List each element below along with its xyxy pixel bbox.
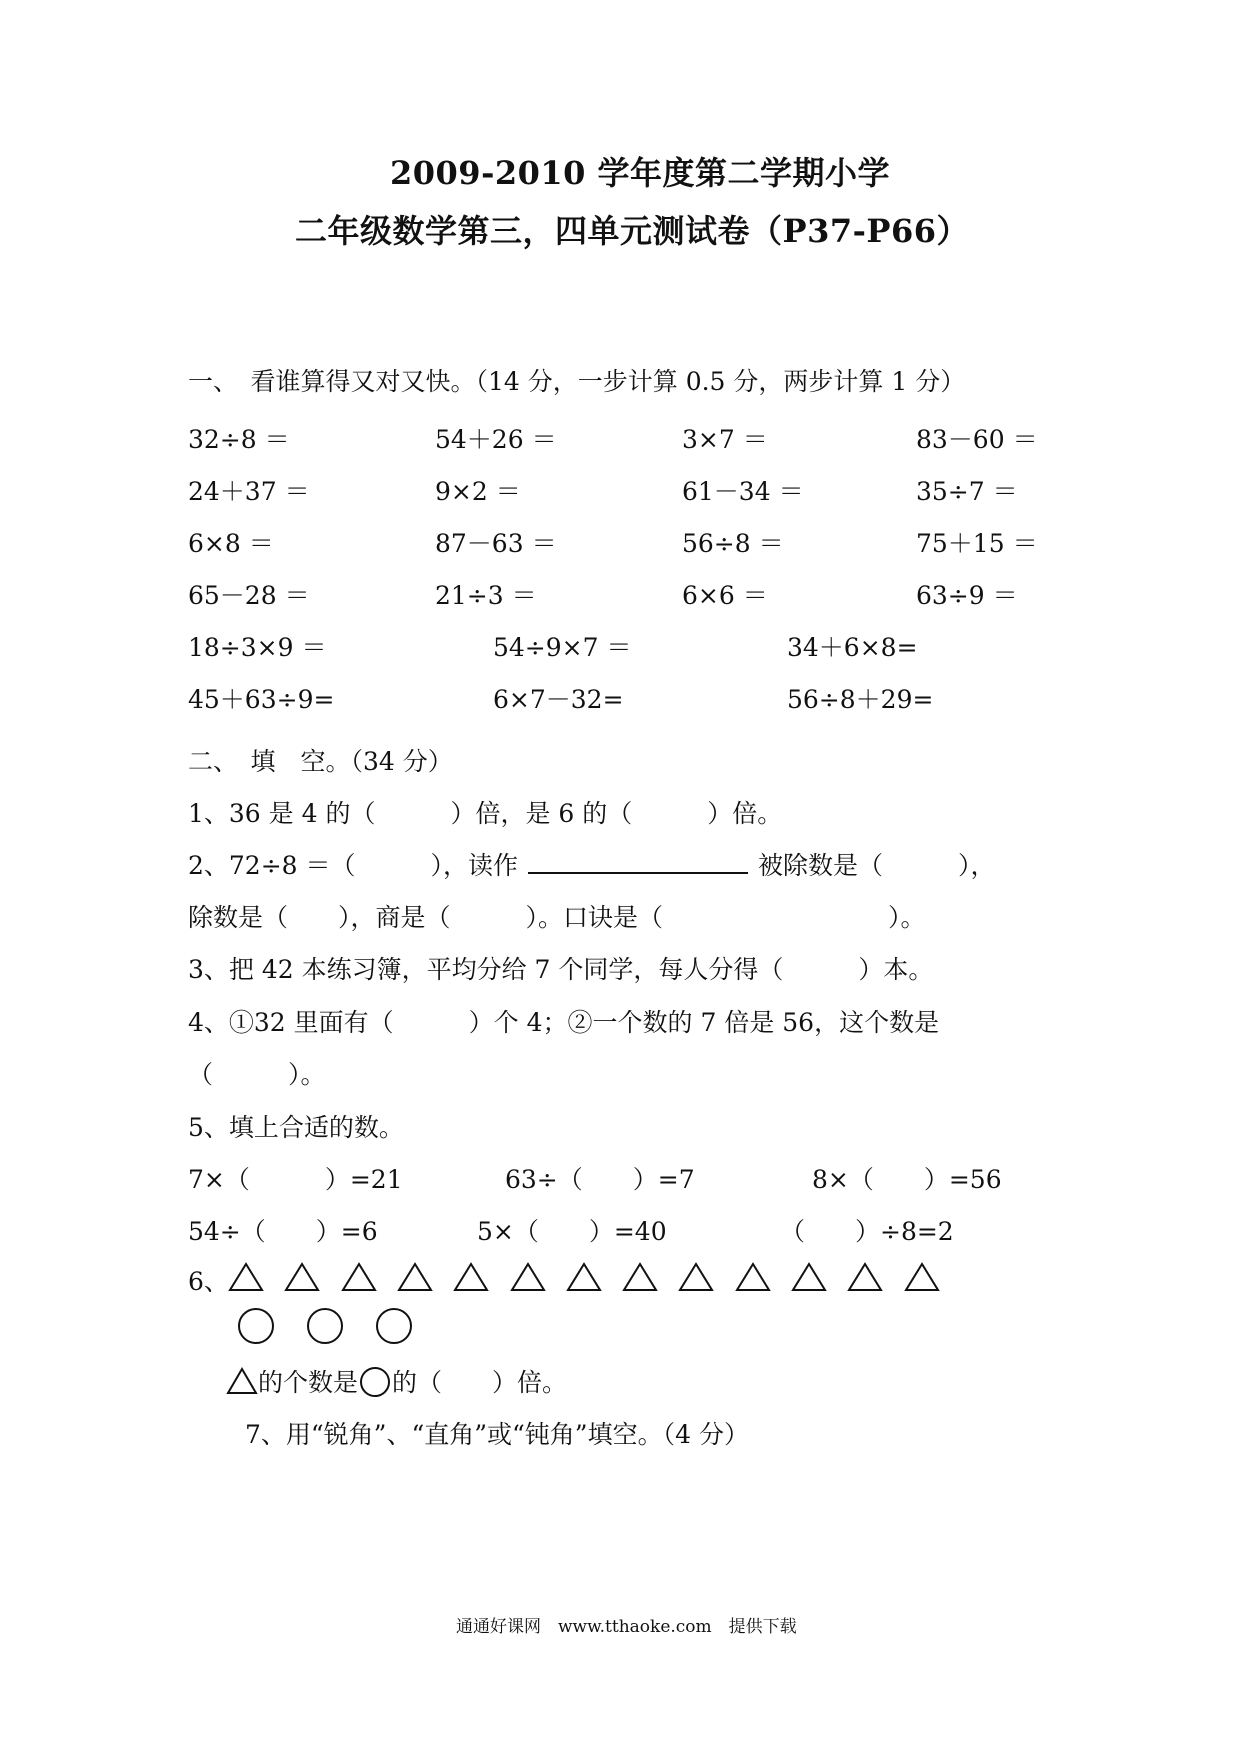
two-step-problem: 45＋63÷9=	[188, 685, 335, 714]
question-3: 3、把 42 本练习簿，平均分给 7 个同学，每人分得（ ）本。	[188, 955, 934, 984]
arithmetic-problem: 61－34 ＝	[682, 477, 804, 506]
arithmetic-problem: 35÷7 ＝	[916, 477, 1018, 506]
triangle-icon	[735, 1262, 771, 1292]
title-line-1: 2009-2010 学年度第二学期小学	[390, 154, 891, 192]
q5-item-5: 5×（ ）=40	[477, 1217, 667, 1246]
two-step-problem: 54÷9×7 ＝	[493, 633, 632, 662]
triangle-icon	[284, 1262, 320, 1292]
two-step-problem: 34＋6×8=	[787, 633, 918, 662]
arithmetic-problem: 9×2 ＝	[435, 477, 521, 506]
question-4-line-1: 4、①32 里面有（ ）个 4；②一个数的 7 倍是 56，这个数是	[188, 1008, 940, 1037]
circle-icon	[358, 1365, 392, 1399]
triangle-icon	[510, 1262, 546, 1292]
arithmetic-problem: 21÷3 ＝	[435, 581, 537, 610]
triangle-icon	[226, 1367, 258, 1395]
question-2-suffix: 被除数是（ ），	[758, 851, 996, 880]
triangle-icon	[228, 1262, 264, 1292]
triangle-icon	[678, 1262, 714, 1292]
q5-item-1: 7×（ ）=21	[188, 1165, 403, 1194]
question-1: 1、36 是 4 的（ ）倍，是 6 的（ ）倍。	[188, 799, 783, 828]
triangle-icon	[453, 1262, 489, 1292]
question-5: 5、填上合适的数。	[188, 1113, 404, 1142]
q5-item-6: （ ）÷8=2	[780, 1217, 954, 1246]
question-7: 7、用“锐角”、“直角”或“钝角”填空。（4 分）	[245, 1420, 749, 1449]
arithmetic-problem: 75＋15 ＝	[916, 529, 1038, 558]
q6-text-b: 的（ ）倍。	[392, 1368, 568, 1397]
section2-heading: 二、 填 空。（34 分）	[188, 747, 453, 776]
arithmetic-problem: 87－63 ＝	[435, 529, 557, 558]
footer-source: 通通好课网 www.tthaoke.com 提供下载	[456, 1617, 797, 1637]
arithmetic-problem: 56÷8 ＝	[682, 529, 784, 558]
question-4-line-2: （ ）。	[188, 1060, 326, 1089]
question-6-label: 6、	[188, 1267, 229, 1296]
q5-item-3: 8×（ ）=56	[812, 1165, 1002, 1194]
question-2-prefix: 2、72÷8 ＝（ ），读作	[188, 851, 519, 880]
circle-icon	[236, 1306, 276, 1346]
two-step-problem: 18÷3×9 ＝	[188, 633, 327, 662]
title-line-2: 二年级数学第三，四单元测试卷（P37-P66）	[295, 212, 969, 250]
section1-heading: 一、 看谁算得又对又快。（14 分，一步计算 0.5 分，两步计算 1 分）	[188, 367, 966, 396]
two-step-problem: 6×7－32=	[493, 685, 624, 714]
triangle-icon	[566, 1262, 602, 1292]
arithmetic-problem: 63÷9 ＝	[916, 581, 1018, 610]
arithmetic-problem: 24＋37 ＝	[188, 477, 310, 506]
q5-item-4: 54÷（ ）=6	[188, 1217, 378, 1246]
arithmetic-problem: 6×8 ＝	[188, 529, 274, 558]
q5-item-2: 63÷（ ）=7	[505, 1165, 695, 1194]
triangle-icon	[791, 1262, 827, 1292]
answer-underline[interactable]	[528, 848, 748, 874]
arithmetic-problem: 54＋26 ＝	[435, 425, 557, 454]
arithmetic-problem: 83－60 ＝	[916, 425, 1038, 454]
q6-text-a: 的个数是	[258, 1368, 359, 1397]
question-2-line-2: 除数是（ ），商是（ ）。口诀是（ ）。	[188, 903, 926, 932]
triangle-icon	[397, 1262, 433, 1292]
arithmetic-problem: 6×6 ＝	[682, 581, 768, 610]
question-2-line-1	[188, 846, 996, 882]
triangle-icon	[904, 1262, 940, 1292]
triangle-icon	[622, 1262, 658, 1292]
triangle-icon	[847, 1262, 883, 1292]
circle-icon	[305, 1306, 345, 1346]
arithmetic-problem: 3×7 ＝	[682, 425, 768, 454]
arithmetic-problem: 32÷8 ＝	[188, 425, 290, 454]
question-6-text	[226, 1363, 567, 1399]
triangle-icon	[341, 1262, 377, 1292]
circle-icon	[374, 1306, 414, 1346]
arithmetic-problem: 65－28 ＝	[188, 581, 310, 610]
two-step-problem: 56÷8＋29=	[787, 685, 934, 714]
